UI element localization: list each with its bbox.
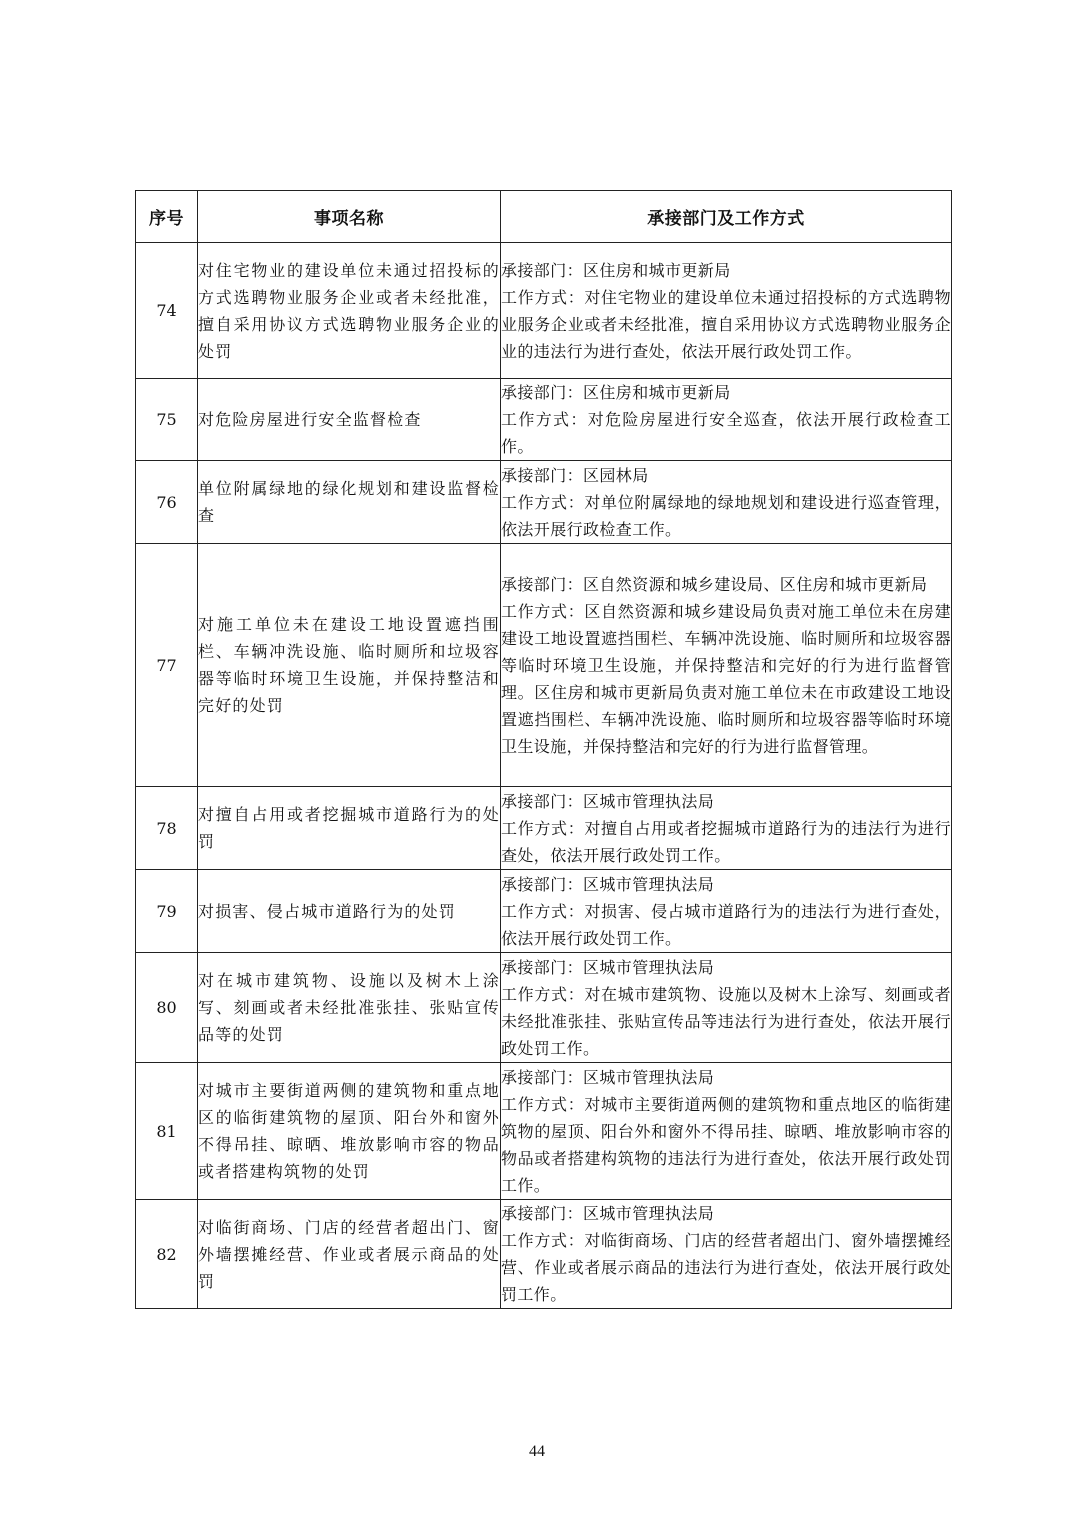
method-line: 工作方式：对危险房屋进行安全巡查，依法开展行政检查工作。	[501, 410, 951, 456]
dept-line: 承接部门：区城市管理执法局	[501, 874, 715, 894]
dept-line: 承接部门：区城市管理执法局	[501, 1204, 715, 1223]
header-dept: 承接部门及工作方式	[501, 191, 952, 243]
table-row	[136, 787, 952, 870]
table-row	[136, 953, 952, 1063]
table-row	[136, 379, 952, 461]
dept-cell	[501, 243, 952, 379]
item-name: 对危险房屋进行安全监督检查	[198, 379, 501, 461]
page-number: 44	[529, 1443, 545, 1460]
dept-line: 承接部门：区城市管理执法局	[501, 957, 715, 977]
item-name: 对城市主要街道两侧的建筑物和重点地区的临街建筑物的屋顶、阳台外和窗外不得吊挂、晾晒、堆放影响市容的物品或者搭建构筑物的处罚	[198, 1063, 501, 1200]
row-number: 75	[136, 379, 198, 461]
item-name: 对损害、侵占城市道路行为的处罚	[198, 870, 501, 953]
table-row	[136, 243, 952, 379]
method-line: 工作方式：对住宅物业的建设单位未通过招投标的方式选聘物业服务企业或者未经批准，擅自采用协议方式选聘物业服务企业的违法行为进行查处，依法开展行政处罚工作。	[501, 287, 951, 361]
item-name: 对擅自占用或者挖掘城市道路行为的处罚	[198, 787, 501, 870]
method-line: 工作方式：对单位附属绿地的绿地规划和建设进行巡查管理，依法开展行政检查工作。	[501, 492, 951, 539]
dept-cell	[501, 953, 952, 1063]
dept-cell	[501, 1200, 952, 1309]
header-no: 序号	[136, 191, 198, 243]
dept-line: 承接部门：区城市管理执法局	[501, 791, 715, 811]
dept-cell	[501, 787, 952, 870]
dept-line: 承接部门：区住房和城市更新局	[501, 383, 731, 402]
header-name: 事项名称	[198, 191, 501, 243]
dept-cell	[501, 1063, 952, 1200]
table-row	[136, 870, 952, 953]
row-number: 76	[136, 461, 198, 544]
table-row	[136, 544, 952, 787]
table-header-row	[136, 191, 952, 243]
row-number: 81	[136, 1063, 198, 1200]
item-name: 对临街商场、门店的经营者超出门、窗外墙摆摊经营、作业或者展示商品的处罚	[198, 1200, 501, 1309]
method-line: 工作方式：对临街商场、门店的经营者超出门、窗外墙摆摊经营、作业或者展示商品的违法行为进行查处，依法开展行政处罚工作。	[501, 1231, 951, 1304]
item-name: 对施工单位未在建设工地设置遮挡围栏、车辆冲洗设施、临时厕所和垃圾容器等临时环境卫生设施，并保持整洁和完好的处罚	[198, 544, 501, 787]
method-line: 工作方式：区自然资源和城乡建设局负责对施工单位未在房建建设工地设置遮挡围栏、车辆冲洗设施、临时厕所和垃圾容器等临时环境卫生设施，并保持整洁和完好的行为进行监督管理。区住房和城市更新局负责对施工单位未在市政建设工地设置遮挡围栏、车辆冲洗设施、临时厕所和垃圾容器等临时环境卫生设施，并保持整洁和完好的行为进行监督管理。	[501, 601, 951, 756]
item-name: 对住宅物业的建设单位未通过招投标的方式选聘物业服务企业或者未经批准，擅自采用协议方式选聘物业服务企业的处罚	[198, 243, 501, 379]
row-number: 78	[136, 787, 198, 870]
row-number: 80	[136, 953, 198, 1063]
item-name: 对在城市建筑物、设施以及树木上涂写、刻画或者未经批准张挂、张贴宣传品等的处罚	[198, 953, 501, 1063]
dept-cell	[501, 870, 952, 953]
dept-line: 承接部门：区园林局	[501, 465, 649, 485]
items-table	[135, 190, 952, 1309]
dept-cell	[501, 461, 952, 544]
dept-line: 承接部门：区住房和城市更新局	[501, 260, 731, 280]
row-number: 77	[136, 544, 198, 787]
table-row	[136, 461, 952, 544]
method-line: 工作方式：对擅自占用或者挖掘城市道路行为的违法行为进行查处，依法开展行政处罚工作。	[501, 818, 951, 865]
method-line: 工作方式：对城市主要街道两侧的建筑物和重点地区的临街建筑物的屋顶、阳台外和窗外不得吊挂、晾晒、堆放影响市容的物品或者搭建构筑物的违法行为进行查处，依法开展行政处罚工作。	[501, 1094, 951, 1195]
row-number: 82	[136, 1200, 198, 1309]
item-name: 单位附属绿地的绿化规划和建设监督检查	[198, 461, 501, 544]
method-line: 工作方式：对在城市建筑物、设施以及树木上涂写、刻画或者未经批准张挂、张贴宣传品等违法行为进行查处，依法开展行政处罚工作。	[501, 984, 951, 1058]
dept-line: 承接部门：区自然资源和城乡建设局、区住房和城市更新局	[501, 574, 928, 594]
row-number: 79	[136, 870, 198, 953]
dept-cell	[501, 544, 952, 787]
table-row	[136, 1063, 952, 1200]
dept-line: 承接部门：区城市管理执法局	[501, 1067, 715, 1087]
dept-cell	[501, 379, 952, 461]
row-number: 74	[136, 243, 198, 379]
method-line: 工作方式：对损害、侵占城市道路行为的违法行为进行查处，依法开展行政处罚工作。	[501, 901, 951, 948]
table-row	[136, 1200, 952, 1309]
